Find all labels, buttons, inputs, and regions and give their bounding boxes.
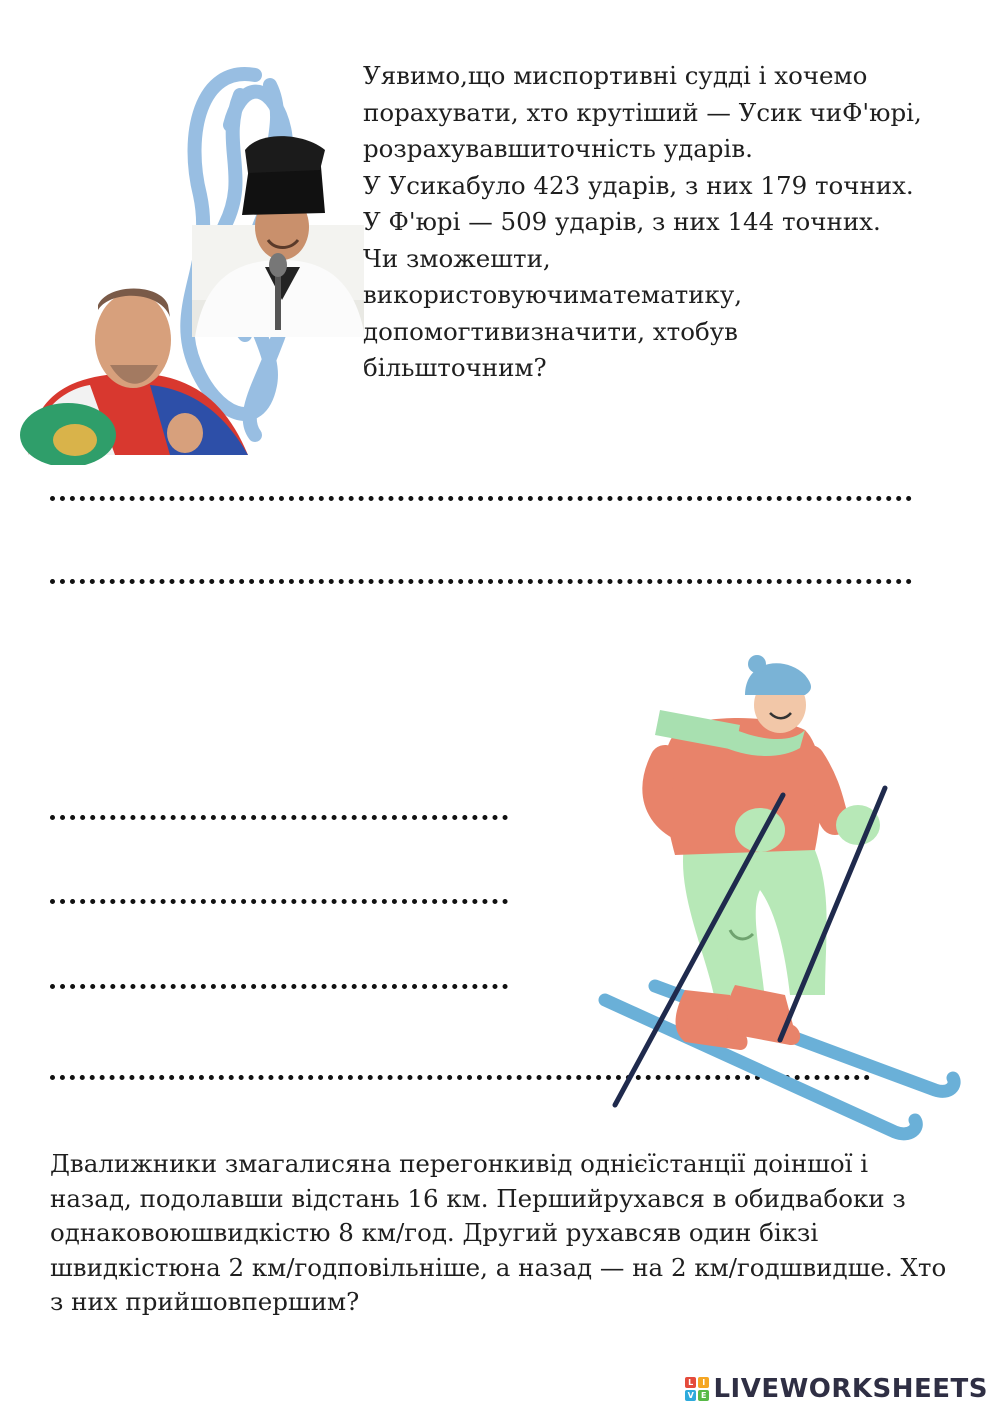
problem2-line: Двалижники змагалисяна перегонкивід однієїстанції доіншої і: [50, 1149, 869, 1178]
problem1-text: [363, 58, 963, 387]
problem1-line: У Усикабуло 423 ударів, з них 179 точних.: [363, 170, 914, 200]
problem2-text: [50, 1147, 990, 1320]
answer-field-5[interactable]: [52, 958, 510, 986]
problem1-line: Уявимо,що миспортивні судді і хочемо: [363, 61, 868, 90]
problem1-line: більшточним?: [363, 353, 547, 382]
problem2-line: назад, подолавши відстань 16 км. Першийрухався в обидвабоки з: [50, 1183, 906, 1213]
problem2-line: однаковоюшвидкістю 8 км/год. Другий рухавсяв один бікзі: [50, 1218, 819, 1247]
skier-illustration: [565, 650, 965, 1150]
live-badge-icon: L I V E: [685, 1377, 709, 1401]
answer-field-4[interactable]: [52, 873, 510, 901]
problem1-line: порахувати, хто крутіший — Усик чиФ'юрі,: [363, 97, 922, 127]
liveworksheets-logo: [685, 1374, 988, 1404]
problem1-line: розрахувавшиточність ударів.: [363, 134, 753, 163]
answer-field-2[interactable]: [52, 553, 914, 581]
problem2-line: з них прийшовпершим?: [50, 1287, 360, 1316]
skier-glove-left: [735, 808, 785, 852]
problem1-line: Чи зможешти,: [363, 243, 551, 273]
problem1-line: У Ф'юрі — 509 ударів, з них 144 точних.: [363, 207, 881, 236]
problem2-line: швидкістюна 2 км/годповільніше, а назад — на 2 км/годшвидше. Хто: [50, 1252, 947, 1282]
boxers-illustration: [20, 55, 370, 465]
problem1-line: використовуючиматематику,: [363, 280, 743, 309]
problem1-line: допомогтивизначити, хтобув: [363, 316, 738, 346]
answer-field-1[interactable]: [52, 470, 914, 498]
usyk-photo: [192, 136, 365, 337]
brand-text: LIVEWORKSHEETS: [713, 1374, 988, 1404]
answer-field-3[interactable]: [52, 789, 510, 817]
